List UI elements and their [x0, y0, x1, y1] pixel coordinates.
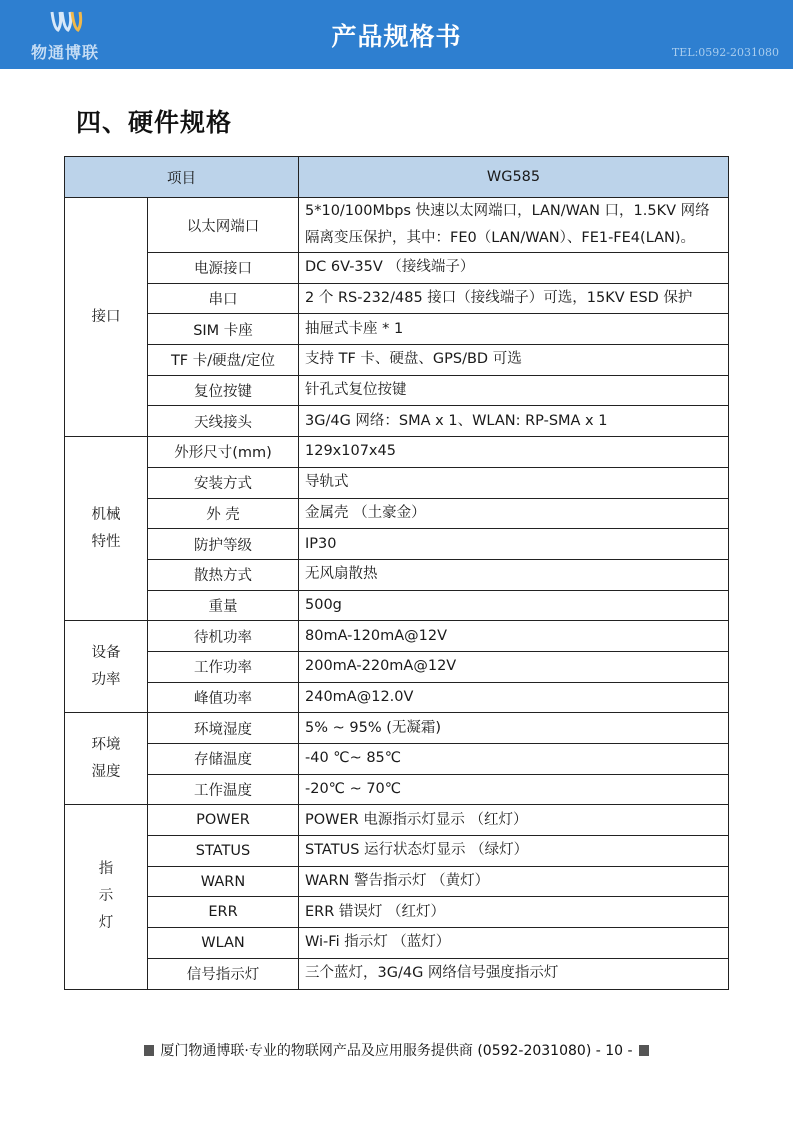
spec-value-cell: 5% ~ 95% (无凝霜) [299, 713, 729, 744]
spec-value-cell: 5*10/100Mbps 快速以太网端口，LAN/WAN 口，1.5KV 网络隔离变压保护，其中：FE0（LAN/WAN）、FE1-FE4(LAN)。 [299, 198, 729, 253]
category-cell [65, 437, 148, 621]
spec-item-cell: 散热方式 [148, 559, 299, 590]
spec-item-cell: 重量 [148, 590, 299, 621]
spec-value-cell: ERR 错误灯 （红灯） [299, 897, 729, 928]
category-label-line: 灯 [98, 915, 114, 932]
spec-item-cell: 峰值功率 [148, 682, 299, 713]
category-cell [65, 805, 148, 989]
page-footer [0, 1040, 793, 1060]
spec-value-cell: 80mA-120mA@12V [299, 621, 729, 652]
table-row [65, 406, 729, 437]
category-cell [65, 198, 148, 437]
table-row [65, 529, 729, 560]
table-row [65, 928, 729, 959]
spec-item-cell: 天线接头 [148, 406, 299, 437]
table-row [65, 559, 729, 590]
spec-value-cell: STATUS 运行状态灯显示 （绿灯） [299, 836, 729, 867]
spec-item-cell: SIM 卡座 [148, 314, 299, 345]
spec-item-cell: 外 壳 [148, 498, 299, 529]
spec-value-cell: POWER 电源指示灯显示 （红灯） [299, 805, 729, 836]
table-row [65, 283, 729, 314]
category-label-line: 指 [98, 861, 114, 878]
spec-value-cell: 3G/4G 网络：SMA x 1、WLAN: RP-SMA x 1 [299, 406, 729, 437]
table-row [65, 897, 729, 928]
header-cell-item: 项目 [65, 157, 299, 198]
spec-item-cell: 待机功率 [148, 621, 299, 652]
spec-value-cell: 无风扇散热 [299, 559, 729, 590]
table-row [65, 866, 729, 897]
category-label-line: 环境 [91, 736, 121, 753]
spec-item-cell: STATUS [148, 836, 299, 867]
spec-item-cell: 防护等级 [148, 529, 299, 560]
table-row [65, 621, 729, 652]
spec-value-cell: 500g [299, 590, 729, 621]
spec-value-cell: -40 ℃~ 85℃ [299, 744, 729, 775]
footer-text: 厦门物通博联·专业的物联网产品及应用服务提供商 (0592-2031080) [160, 1043, 592, 1059]
spec-value-cell: 导轨式 [299, 467, 729, 498]
spec-value-cell: 129x107x45 [299, 437, 729, 468]
table-row [65, 805, 729, 836]
spec-item-cell: ERR [148, 897, 299, 928]
spec-value-cell: 抽屉式卡座 * 1 [299, 314, 729, 345]
spec-value-cell: 针孔式复位按键 [299, 375, 729, 406]
spec-value-cell: 200mA-220mA@12V [299, 651, 729, 682]
spec-item-cell: WARN [148, 866, 299, 897]
spec-item-cell: 存储温度 [148, 744, 299, 775]
category-cell [65, 621, 148, 713]
spec-value-cell: 240mA@12.0V [299, 682, 729, 713]
spec-item-cell: 以太网端口 [148, 198, 299, 253]
spec-value-cell: IP30 [299, 529, 729, 560]
logo-text: 物通博联 [30, 43, 99, 62]
table-header-row [65, 157, 729, 198]
table-row [65, 467, 729, 498]
table-row [65, 198, 729, 253]
category-label-line: 设备 [91, 644, 121, 661]
spec-value-cell: WARN 警告指示灯 （黄灯） [299, 866, 729, 897]
page-number: - 10 - [595, 1043, 633, 1059]
table-row [65, 651, 729, 682]
spec-item-cell: TF 卡/硬盘/定位 [148, 345, 299, 376]
table-row [65, 774, 729, 805]
table-row [65, 375, 729, 406]
spec-value-cell: 支持 TF 卡、硬盘、GPS/BD 可选 [299, 345, 729, 376]
table-row [65, 958, 729, 989]
spec-value-cell: 三个蓝灯，3G/4G 网络信号强度指示灯 [299, 958, 729, 989]
page-header [0, 0, 793, 69]
spec-item-cell: 安装方式 [148, 467, 299, 498]
category-label-line: 特性 [91, 533, 121, 550]
spec-item-cell: 电源接口 [148, 253, 299, 284]
spec-value-cell: -20℃ ~ 70℃ [299, 774, 729, 805]
footer-square-icon [144, 1045, 154, 1056]
category-label: 接口 [91, 308, 121, 325]
category-label-line: 湿度 [91, 763, 121, 780]
category-label-line: 机械 [91, 506, 121, 523]
footer-square-icon [639, 1045, 649, 1056]
spec-value-cell: DC 6V-35V （接线端子） [299, 253, 729, 284]
spec-item-cell: 复位按键 [148, 375, 299, 406]
header-telephone: TEL:0592-2031080 [671, 46, 779, 59]
table-row [65, 314, 729, 345]
category-cell [65, 713, 148, 805]
spec-value-cell: 2 个 RS-232/485 接口（接线端子）可选，15KV ESD 保护 [299, 283, 729, 314]
section-title: 四、硬件规格 [76, 108, 233, 137]
table-row [65, 345, 729, 376]
header-cell-model: WG585 [299, 157, 729, 198]
hardware-spec-table [64, 156, 729, 990]
table-row [65, 590, 729, 621]
spec-item-cell: 工作功率 [148, 651, 299, 682]
spec-item-cell: 环境湿度 [148, 713, 299, 744]
category-label-line: 功率 [91, 671, 121, 688]
table-row [65, 437, 729, 468]
table-row [65, 682, 729, 713]
table-row [65, 744, 729, 775]
document-title: 产品规格书 [331, 22, 462, 51]
spec-value-cell: Wi-Fi 指示灯 （蓝灯） [299, 928, 729, 959]
table-row [65, 836, 729, 867]
spec-item-cell: 工作温度 [148, 774, 299, 805]
spec-item-cell: POWER [148, 805, 299, 836]
spec-item-cell: 串口 [148, 283, 299, 314]
table-row [65, 498, 729, 529]
spec-item-cell: 信号指示灯 [148, 958, 299, 989]
spec-item-cell: WLAN [148, 928, 299, 959]
table-row [65, 713, 729, 744]
table-row [65, 253, 729, 284]
spec-item-cell: 外形尺寸(mm) [148, 437, 299, 468]
spec-value-cell: 金属壳 （土豪金） [299, 498, 729, 529]
category-label-line: 示 [98, 888, 114, 905]
